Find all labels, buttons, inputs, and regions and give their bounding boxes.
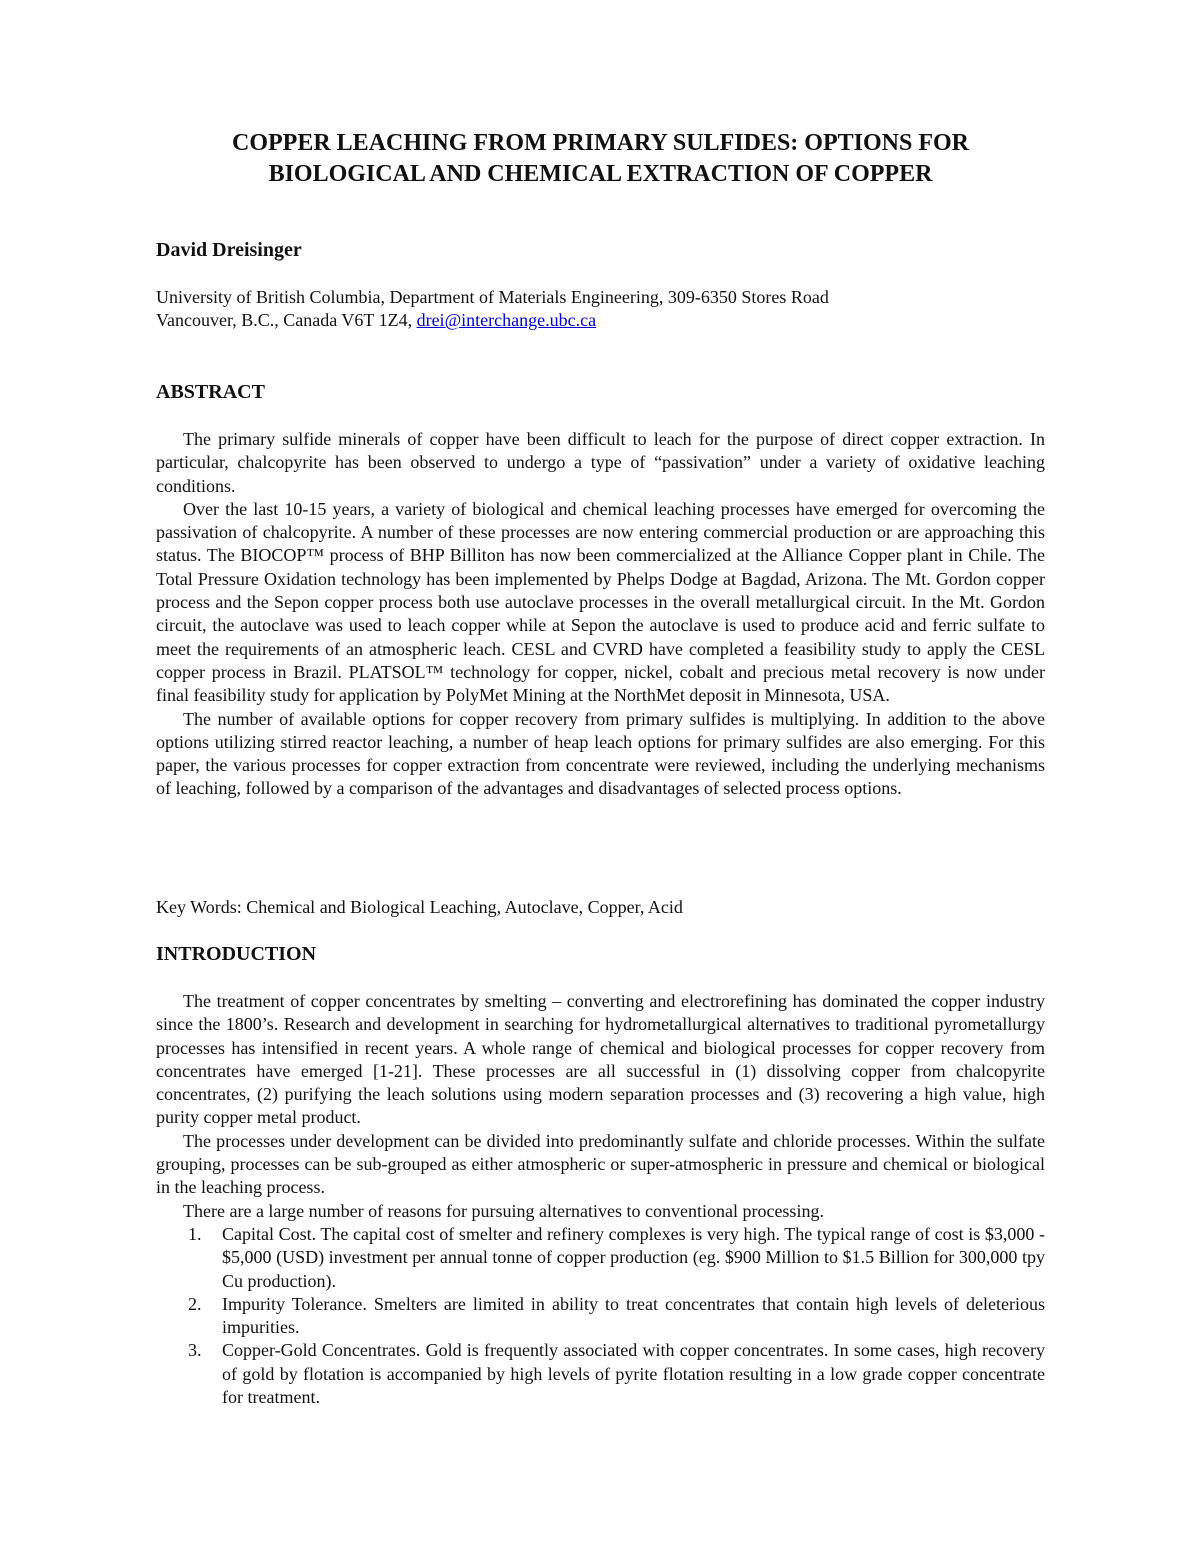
email-link[interactable]: drei@interchange.ubc.ca bbox=[416, 310, 597, 330]
introduction-paragraph: The treatment of copper concentrates by smelting – converting and electrorefining has dominated the copper industry since the 1800’s. Research and development in searching for hydrometallurgical alternatives to traditional pyrometallurgy processes has intensified in recent years. A whole range of chemical and biological processes for copper recovery from concentrates have emerged [1-21]. These processes are all successful in (1) dissolving copper from chalcopyrite concentrates, (2) purifying the leach solutions using modern separation processes and (3) recovering a high value, high purity copper metal product. bbox=[156, 991, 1045, 1128]
list-item bbox=[156, 1339, 1045, 1409]
abstract-paragraph: The number of available options for copper recovery from primary sulfides is multiplying. In addition to the above options utilizing stirred reactor leaching, a number of heap leach options for primary sulfides are also emerging. For this paper, the various processes for copper extraction from concentrate were reviewed, including the underlying mechanisms of leaching, followed by a comparison of the advantages and disadvantages of selected process options. bbox=[156, 708, 1045, 799]
affiliation-line-1: University of British Columbia, Department of Materials Engineering, 309-6350 Stores Road bbox=[156, 287, 829, 307]
keywords: Key Words: Chemical and Biological Leaching, Autoclave, Copper, Acid bbox=[156, 897, 683, 917]
list-item-text: Capital Cost. The capital cost of smelter and refinery complexes is very high. The typical range of cost is $3,000 - $5,000 (USD) investment per annual tonne of copper production (eg. $900 Million to $1.5 Billion for 300,000 tpy Cu production). bbox=[222, 1223, 1045, 1291]
list-item-number: 3. bbox=[188, 1340, 202, 1361]
title-line-1: COPPER LEACHING FROM PRIMARY SULFIDES: OPTIONS FOR bbox=[232, 130, 969, 156]
affiliation-line-2 bbox=[156, 309, 829, 332]
list-item-number: 1. bbox=[188, 1223, 202, 1244]
abstract-paragraph: The primary sulfide minerals of copper have been difficult to leach for the purpose of direct copper extraction. In particular, chalcopyrite has been observed to undergo a type of “passivation” under a variety of oxidative leaching conditions. bbox=[156, 429, 1045, 496]
author-name: David Dreisinger bbox=[156, 239, 302, 261]
list-item-text: Impurity Tolerance. Smelters are limited in ability to treat concentrates that contain high levels of deleterious impurities. bbox=[222, 1293, 1045, 1338]
introduction-heading: INTRODUCTION bbox=[156, 943, 317, 965]
title-line-2: BIOLOGICAL AND CHEMICAL EXTRACTION OF COPPER bbox=[268, 161, 933, 187]
list-item-number: 2. bbox=[188, 1293, 202, 1314]
reasons-list bbox=[156, 1223, 1045, 1409]
introduction-paragraph: There are a large number of reasons for pursuing alternatives to conventional processing. bbox=[183, 1200, 824, 1221]
list-item bbox=[156, 1223, 1045, 1293]
paper-title bbox=[116, 128, 1085, 190]
abstract-heading: ABSTRACT bbox=[156, 381, 265, 403]
list-item bbox=[156, 1293, 1045, 1340]
affiliation-address: Vancouver, B.C., Canada V6T 1Z4, bbox=[156, 310, 417, 330]
author-affiliation bbox=[156, 286, 829, 332]
introduction-body bbox=[156, 990, 1045, 1409]
abstract-paragraph: Over the last 10-15 years, a variety of biological and chemical leaching processes have emerged for overcoming the passivation of chalcopyrite. A number of these processes are now entering commercial production or are approaching this status. The BIOCOP™ process of BHP Billiton has now been commercialized at the Alliance Copper plant in Chile. The Total Pressure Oxidation technology has been implemented by Phelps Dodge at Bagdad, Arizona. The Mt. Gordon copper process and the Sepon copper process both use autoclave processes in the overall metallurgical circuit. In the Mt. Gordon circuit, the autoclave was used to leach copper while at Sepon the autoclave is used to produce acid and ferric sulfate to meet the requirements of an atmospheric leach. CESL and CVRD have completed a feasibility study to apply the CESL copper process in Brazil. PLATSOL™ technology for copper, nickel, cobalt and precious metal recovery is now under final feasibility study for application by PolyMet Mining at the NorthMet deposit in Minnesota, USA. bbox=[156, 498, 1045, 706]
abstract-body bbox=[156, 428, 1045, 801]
introduction-paragraph: The processes under development can be divided into predominantly sulfate and chloride processes. Within the sulfate grouping, processes can be sub-grouped as either atmospheric or super-atmospheric in pressure and chemical or biological in the leaching process. bbox=[156, 1130, 1045, 1198]
list-item-text: Copper-Gold Concentrates. Gold is frequently associated with copper concentrates. In some cases, high recovery of gold by flotation is accompanied by high levels of pyrite flotation resulting in a low grade copper concentrate for treatment. bbox=[222, 1340, 1045, 1408]
